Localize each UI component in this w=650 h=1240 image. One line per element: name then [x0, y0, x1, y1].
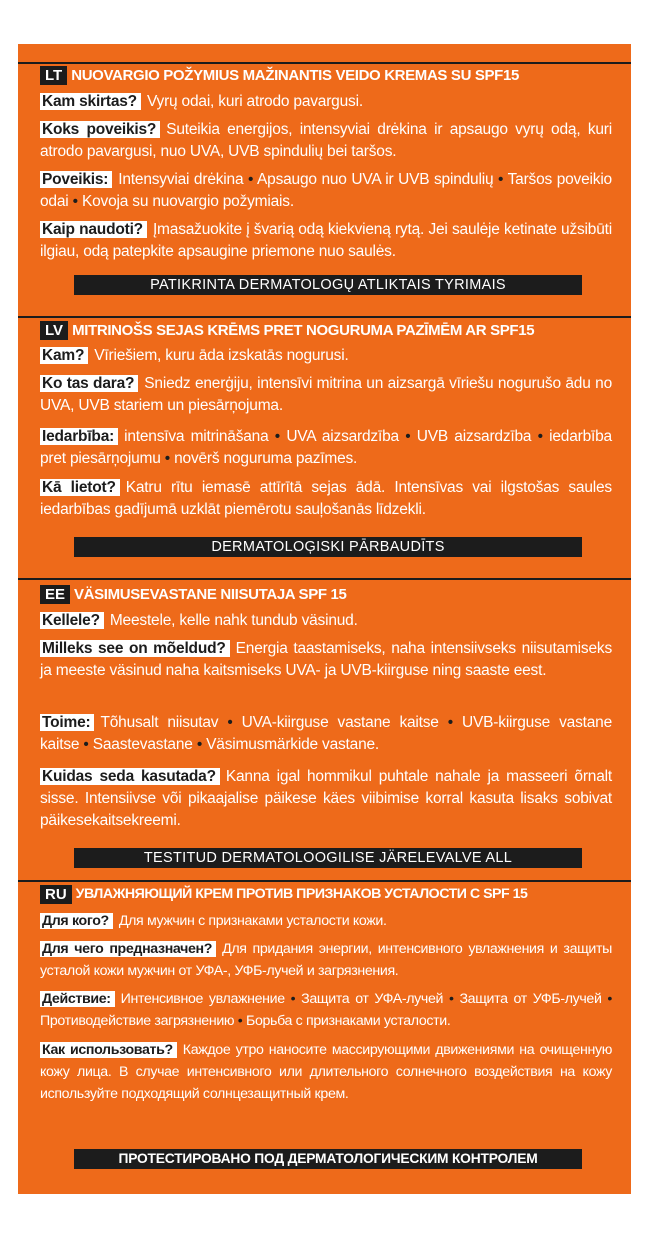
- action-item: Taršos poveikio odai: [40, 171, 612, 210]
- row-label: Toime:: [40, 714, 94, 731]
- info-row-action: [40, 169, 612, 213]
- action-item: Väsimusmärkide vastane.: [206, 736, 380, 753]
- bullet-icon: •: [290, 991, 296, 1007]
- row-text: Vīriešiem, kuru āda izskatās nogurusi.: [94, 347, 349, 364]
- section-divider: [18, 578, 631, 580]
- info-row-effect: [40, 119, 612, 163]
- action-item: Защита от УФБ-лучей: [459, 991, 602, 1007]
- action-item: Tõhusalt niisutav: [100, 714, 219, 731]
- bullet-icon: •: [248, 171, 254, 188]
- action-item: Apsaugo nuo UVA ir UVB spindulių: [257, 171, 494, 188]
- row-label: Действие:: [40, 991, 115, 1007]
- info-row-action: [40, 426, 612, 470]
- section-title: VÄSIMUSEVASTANE NIISUTAJA SPF 15: [74, 586, 347, 603]
- row-text: Sniedz enerģiju, intensīvi mitrina un aizsargā vīriešu nogurušo ādu no UVA, UVB stariem un piesārņojuma.: [40, 375, 612, 414]
- row-text: Energia taastamiseks, naha intensiivseks niisutamiseks ja meeste väsinud naha kaitsmiseks UVA- ja UVB-kiirguse ning saaste eest.: [40, 640, 612, 679]
- info-row-usage: [40, 219, 612, 263]
- bullet-icon: •: [196, 736, 203, 753]
- section-title: УВЛАЖНЯЮЩИЙ КРЕМ ПРОТИВ ПРИЗНАКОВ УСТАЛОСТИ С SPF 15: [75, 886, 528, 902]
- section-header: [40, 66, 519, 85]
- section-header: [40, 321, 534, 340]
- action-item: novērš noguruma pazīmes.: [174, 450, 358, 467]
- row-text: Для мужчин с признаками усталости кожи.: [118, 913, 387, 929]
- row-text: Для придания энергии, интенсивного увлажнения и защиты усталой кожи мужчин от УФА-, УФБ-лучей и загрязнения.: [40, 941, 612, 979]
- action-item: Защита от УФА-лучей: [301, 991, 444, 1007]
- language-code: RU: [40, 885, 72, 904]
- language-code: LV: [40, 321, 68, 340]
- row-label: Koks poveikis?: [40, 121, 160, 138]
- row-label: Kellele?: [40, 612, 104, 629]
- language-code: LT: [40, 66, 67, 85]
- info-row-effect: [40, 638, 612, 682]
- row-text: Vyrų odai, kuri atrodo pavargusi.: [146, 93, 363, 110]
- bullet-icon: •: [447, 714, 453, 731]
- section-divider: [18, 316, 631, 318]
- row-text: Įmasažuokite į švarią odą kiekvieną rytą. Jei saulėje ketinate užsibūti ilgiau, odą patepkite apsaugine priemone nuo saulės.: [40, 221, 612, 260]
- certification-bar: DERMATOLOĢISKI PĀRBAUDĪTS: [74, 537, 582, 557]
- certification-bar: TESTITUD DERMATOLOOGILISE JÄRELEVALVE ALL: [74, 848, 582, 868]
- info-row-action: [40, 988, 612, 1032]
- row-label: Kā lietot?: [40, 479, 120, 496]
- row-label: Milleks see on mõeldud?: [40, 640, 230, 657]
- action-item: intensīva mitrināšana: [124, 428, 269, 445]
- bullet-icon: •: [405, 428, 411, 445]
- row-text: Suteikia energijos, intensyviai drėkina ir apsaugo vyrų odą, kuri atrodo pavargusi, nuo UVA, UVB spindulių bei taršos.: [40, 121, 612, 160]
- row-label: Ko tas dara?: [40, 375, 138, 392]
- info-row-target: [40, 610, 612, 632]
- certification-bar: PATIKRINTA DERMATOLOGŲ ATLIKTAIS TYRIMAIS: [74, 275, 582, 295]
- bullet-icon: •: [537, 428, 543, 445]
- bullet-icon: •: [607, 991, 613, 1007]
- bullet-icon: •: [237, 1013, 243, 1029]
- bullet-icon: •: [164, 450, 171, 467]
- row-label: Для кого?: [40, 913, 113, 929]
- bullet-icon: •: [83, 736, 89, 753]
- section-divider: [18, 62, 631, 64]
- info-row-target: [40, 910, 612, 932]
- info-row-target: [40, 91, 612, 113]
- section-header: [40, 885, 527, 904]
- action-item: Intensyviai drėkina: [118, 171, 244, 188]
- bullet-icon: •: [274, 428, 281, 445]
- action-item: UVB aizsardzība: [416, 428, 532, 445]
- row-label: Kam skirtas?: [40, 93, 141, 110]
- row-label: Kuidas seda kasutada?: [40, 768, 220, 785]
- product-info-panel: [18, 44, 631, 1194]
- bullet-icon: •: [72, 193, 78, 210]
- row-label: Как использовать?: [40, 1042, 177, 1058]
- section-header: [40, 585, 346, 604]
- row-label: Iedarbība:: [40, 428, 118, 445]
- row-label: Kaip naudoti?: [40, 221, 147, 238]
- info-row-effect: [40, 938, 612, 982]
- row-text: Meestele, kelle nahk tundub väsinud.: [109, 612, 358, 629]
- action-item: UVA-kiirguse vastane kaitse: [241, 714, 439, 731]
- bullet-icon: •: [448, 991, 454, 1007]
- row-label: Для чего предназначен?: [40, 941, 216, 957]
- bullet-icon: •: [227, 714, 233, 731]
- row-label: Poveikis:: [40, 171, 112, 188]
- section-divider: [18, 880, 631, 882]
- action-item: UVA aizsardzība: [286, 428, 399, 445]
- action-item: UVB-kiirguse vastane kaitse: [40, 714, 612, 753]
- action-item: Kovoja su nuovargio požymiais.: [81, 193, 294, 210]
- info-row-target: [40, 345, 612, 367]
- section-title: NUOVARGIO POŽYMIUS MAŽINANTIS VEIDO KREMAS SU SPF15: [71, 67, 519, 84]
- certification-bar: ПРОТЕСТИРОВАНО ПОД ДЕРМАТОЛОГИЧЕСКИМ КОНТРОЛЕМ: [74, 1149, 582, 1169]
- info-row-usage: [40, 1039, 612, 1105]
- info-row-action: [40, 712, 612, 756]
- info-row-usage: [40, 766, 612, 832]
- action-item: Противодействие загрязнению: [40, 1013, 235, 1029]
- row-label: Kam?: [40, 347, 88, 364]
- row-text: Katru rītu iemasē attīrītā sejas ādā. Intensīvas vai ilgstošas saules iedarbības gadījumā uzklāt piemērotu sauļošanās līdzekli.: [40, 479, 612, 518]
- language-code: EE: [40, 585, 70, 604]
- info-row-usage: [40, 477, 612, 521]
- action-item: Saastevastane: [92, 736, 193, 753]
- info-row-effect: [40, 373, 612, 417]
- bullet-icon: •: [498, 171, 504, 188]
- action-item: iedarbība pret piesārņojumu: [40, 428, 612, 467]
- row-text: Kanna igal hommikul puhtale nahale ja masseeri õrnalt sisse. Intensiivse või pikaajalise päikese käes viibimise korral kasuta lisaks sobivat päikesekaitsekreemi.: [40, 768, 612, 829]
- action-item: Интенсивное увлажнение: [120, 991, 285, 1007]
- action-item: Борьба с признаками усталости.: [246, 1013, 451, 1029]
- section-title: MITRINOŠS SEJAS KRĒMS PRET NOGURUMA PAZĪMĒM AR SPF15: [72, 322, 535, 339]
- row-text: Каждое утро наносите массирующими движениями на очищенную кожу лица. В случае интенсивного или длительного солнечного воздействия на кожу используйте подходящий солнцезащитный крем.: [40, 1042, 613, 1102]
